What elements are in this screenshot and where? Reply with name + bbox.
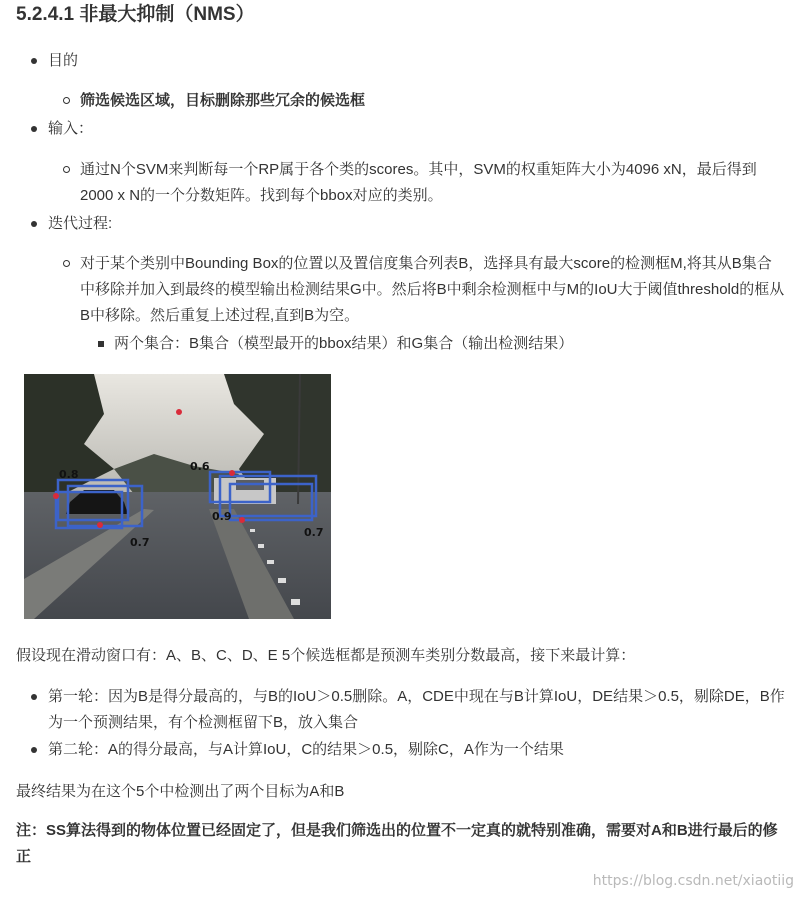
result-paragraph: 最终结果为在这个5个中检测出了两个目标为A和B	[16, 783, 345, 800]
list-item-label: 输入：	[48, 120, 94, 137]
list-item-label: 目的	[48, 52, 79, 69]
sub-list-item	[80, 251, 786, 329]
list-item-purpose	[48, 48, 78, 74]
round-two-item	[48, 737, 786, 763]
bullet-disc	[31, 58, 37, 64]
assumption-paragraph: 假设现在滑动窗口有：A、B、C、D、E 5个候选框都是预测车类别分数最高，接下来最计算：	[16, 647, 636, 664]
sub-list-item	[80, 88, 786, 114]
road-scene-illustration	[24, 374, 331, 619]
sub-list-item	[80, 157, 786, 209]
bullet-circle	[63, 97, 70, 104]
bullet-disc	[31, 694, 37, 700]
nms-example-image	[24, 374, 331, 619]
score-label: 0.6	[190, 460, 210, 473]
sub-list-text: 通过N个SVM来判断每一个RP属于各个类的scores。其中，SVM的权重矩阵大小为4096 xN，最后得到2000 x N的一个分数矩阵。找到每个bbox对应的类别。	[80, 161, 757, 204]
bullet-square	[98, 341, 104, 347]
list-item-label: 迭代过程:	[48, 215, 113, 232]
score-label: 0.8	[59, 468, 79, 481]
round-text: 第一轮：因为B是得分最高的，与B的IoU＞0.5删除。A，CDE中现在与B计算IoU，DE结果＞0.5，剔除DE，B作为一个预测结果，有个检测框留下B，放入集合	[48, 688, 785, 731]
bullet-disc	[31, 221, 37, 227]
sub-list-text: 对于某个类别中Bounding Box的位置以及置信度集合列表B，选择具有最大score的检测框M,将其从B集合中移除并加入到最终的模型输出检测结果G中。然后将B中剩余检测框中与M的IoU大于阈值threshold的框从B中移除。然后重复上述过程,直到B为空。	[80, 255, 785, 324]
score-label: 0.7	[304, 526, 324, 539]
score-label: 0.9	[212, 510, 232, 523]
sub-sub-list-item	[114, 331, 573, 357]
score-label: 0.7	[130, 536, 150, 549]
watermark: https://blog.csdn.net/xiaotiig	[592, 873, 794, 889]
list-item-input	[48, 116, 93, 142]
sub-sub-list-text: 两个集合：B集合（模型最开的bbox结果）和G集合（输出检测结果）	[114, 335, 574, 352]
section-heading: 5.2.4.1 非最大抑制（NMS）	[16, 4, 255, 25]
bullet-circle	[63, 166, 70, 173]
bullet-circle	[63, 260, 70, 267]
sub-list-text: 筛选候选区域，目标删除那些冗余的候选框	[80, 92, 366, 109]
bullet-disc	[31, 747, 37, 753]
list-item-iteration	[48, 211, 112, 237]
round-text: 第二轮：A的得分最高，与A计算IoU，C的结果＞0.5，剔除C，A作为一个结果	[48, 741, 564, 758]
note-paragraph: 注：SS算法得到的物体位置已经固定了，但是我们筛选出的位置不一定真的就特别准确，需要对A和B进行最后的修正	[16, 822, 778, 865]
round-one-item	[48, 684, 786, 736]
bullet-disc	[31, 126, 37, 132]
